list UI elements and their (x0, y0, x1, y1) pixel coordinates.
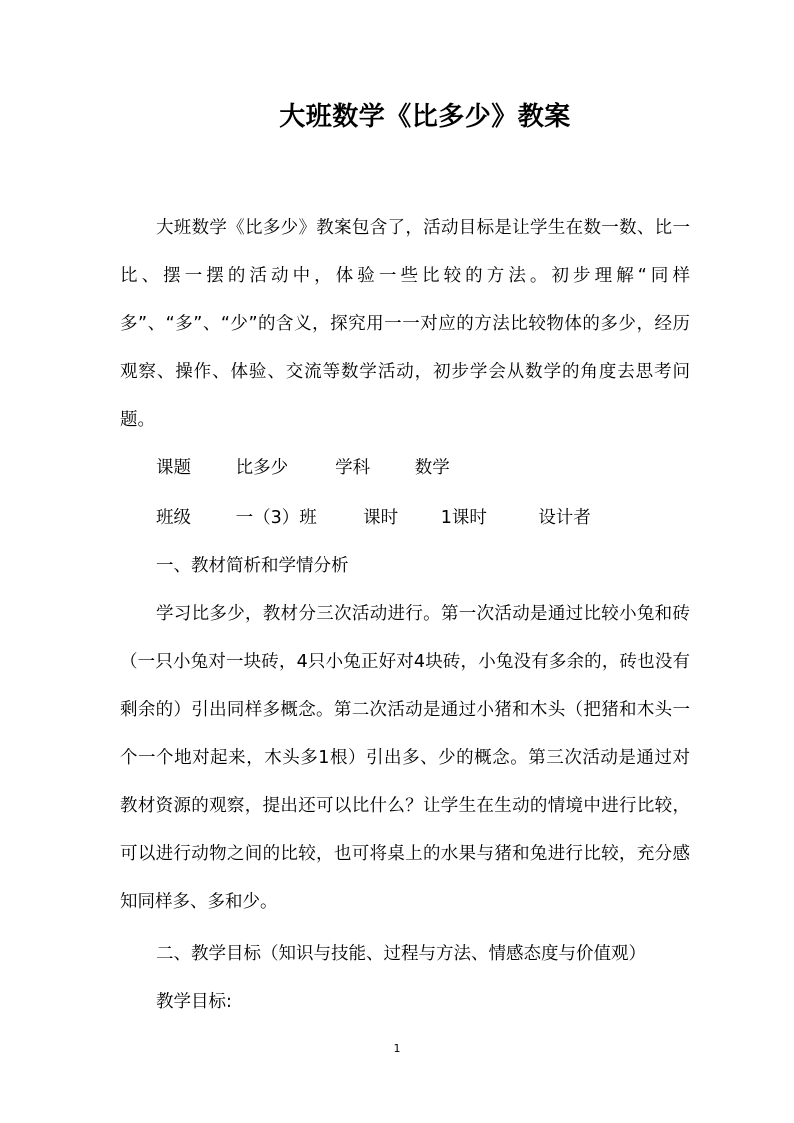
page-number: 1 (393, 1042, 401, 1055)
info-row-topic-subject (156, 456, 450, 480)
info-row-class-hours (156, 506, 591, 530)
document-title: 大班数学《比多少》教案 (279, 102, 571, 132)
section2-subheading: 教学目标: (156, 992, 232, 1012)
section2-heading: 二、教学目标（知识与技能、过程与方法、情感态度与价值观） (156, 944, 646, 964)
designer-label: 设计者 (538, 508, 591, 528)
class-label: 班级 (156, 508, 191, 528)
subject-value: 数学 (414, 458, 450, 478)
section1-body: 学习比多少，教材分三次活动进行。第一次活动是通过比较小兔和砖（一只小兔对一块砖，4只小兔正好对4块砖，小兔没有多余的，砖也没有剩余的）引出同样多概念。第二次活动是通过小猪和木头（把猪和木头一个一个地对起来，木头多1根）引出多、少的概念。第三次活动是通过对教材资源的观察，提出还可以比什么？让学生在生动的情境中进行比较，可以进行动物之间的比较，也可将桌上的水果与猪和兔进行比较，充分感知同样多、多和少。 (120, 604, 690, 912)
hours-value: 1课时 (440, 508, 487, 528)
topic-value: 比多少 (235, 458, 289, 478)
hours-label: 课时 (363, 508, 399, 528)
section1-heading: 一、教材简析和学情分析 (156, 556, 349, 576)
intro-paragraph: 大班数学《比多少》教案包含了，活动目标是让学生在数一数、比一比、摆一摆的活动中，体验一些比较的方法。初步理解“同样多”、“多”、“少”的含义，探究用一一对应的方法比较物体的多少，经历观察、操作、体验、交流等数学活动，初步学会从数学的角度去思考问题。 (120, 218, 690, 430)
subject-label: 学科 (335, 458, 371, 478)
class-value: 一（3）班 (235, 508, 317, 528)
topic-label: 课题 (156, 458, 191, 478)
